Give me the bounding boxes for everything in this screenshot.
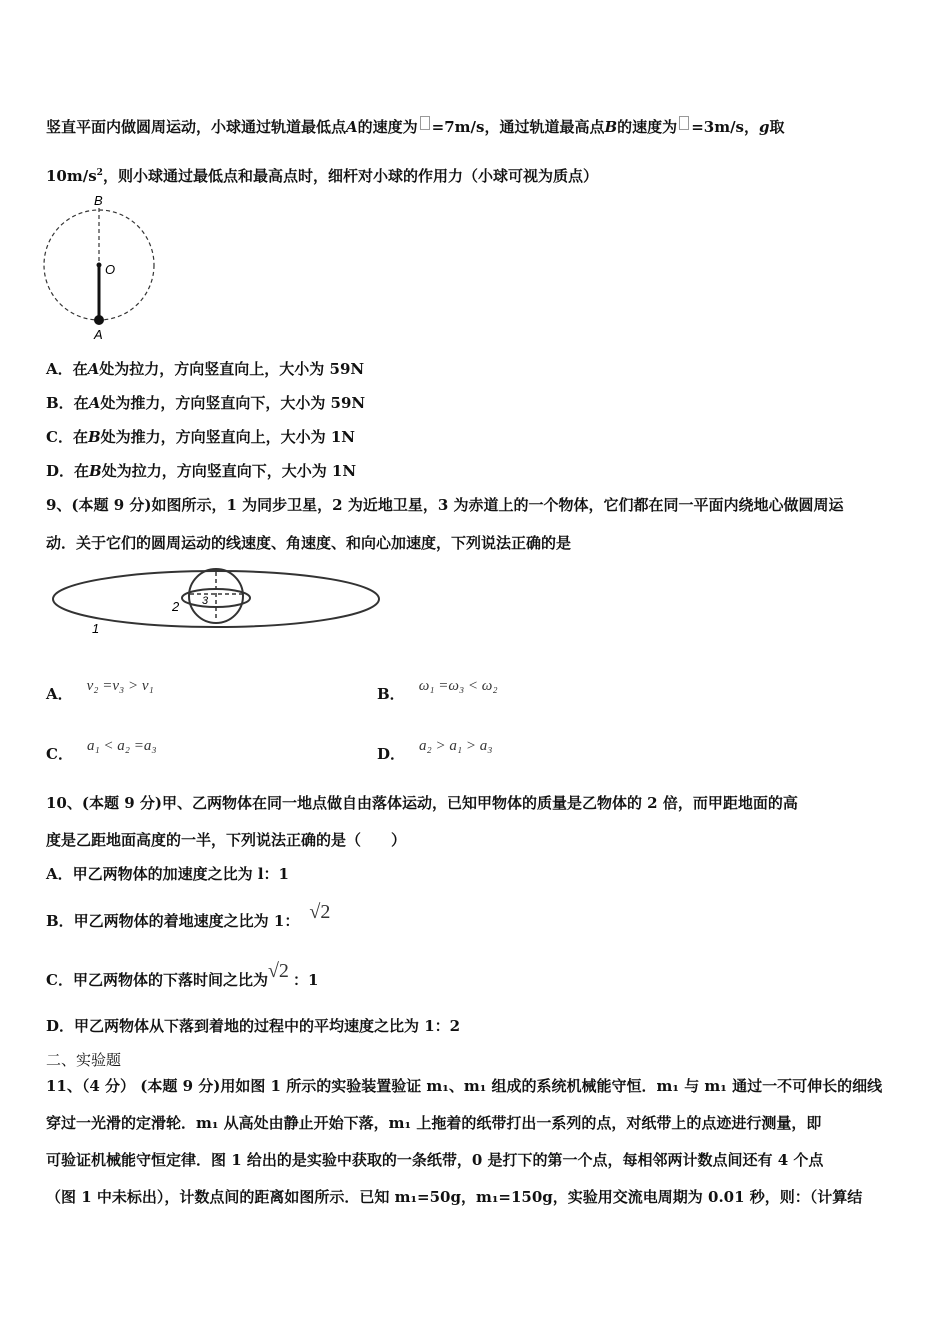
section-heading: 二、实验题	[46, 1051, 122, 1069]
q8-vb: =3m/s，	[691, 118, 759, 136]
option-point: B	[87, 428, 101, 446]
q9-line1: 9、(本题 9 分)如图所示，1 为同步卫星，2 为近地卫星，3 为赤道上的一个物体，它们都在同一平面内绕地心做圆周运	[46, 496, 844, 514]
q9-option-c[interactable]	[46, 738, 157, 764]
near-earth-orbit	[182, 589, 250, 607]
q8-option-a[interactable]	[46, 358, 364, 379]
option-expr: a₂ > a₁ > a₃	[419, 738, 493, 754]
q8-line1	[46, 116, 785, 137]
q10-option-b[interactable]	[46, 901, 331, 932]
option-key: A．	[46, 685, 73, 703]
q8-option-c[interactable]	[46, 426, 355, 447]
option-key: B．在	[46, 394, 89, 412]
q8-g: g	[759, 118, 770, 136]
label-1: 1	[92, 621, 100, 636]
option-key: C．	[46, 745, 73, 763]
option-point: B	[89, 462, 102, 480]
option-text: B．甲乙两物体的着地速度之比为 1：	[46, 912, 300, 930]
q8-point-b: B	[604, 118, 618, 136]
option-point: A	[87, 360, 100, 378]
option-key: C．在	[46, 428, 88, 446]
option-tail: ：1	[292, 971, 319, 989]
q8-point-a: A	[346, 118, 358, 136]
q8-option-d[interactable]	[46, 460, 356, 481]
q11-line4: （图 1 中未标出），计数点间的距离如图所示．已知 m₁=50g，m₁=150g，实验用交流电周期为 0.01 秒，则：（计算结	[46, 1188, 863, 1206]
option-point: A	[88, 394, 101, 412]
q8-take: 取	[769, 118, 785, 136]
label-o: O	[105, 262, 116, 277]
q8-va: =7m/s，通过轨道最高点	[431, 118, 605, 136]
option-key: A．在	[46, 360, 88, 378]
q10-line1: 10、(本题 9 分)甲、乙两物体在同一地点做自由落体运动，已知甲物体的质量是乙物体的 2 倍，而甲距地面的高	[46, 794, 798, 812]
q9-option-b[interactable]	[377, 678, 498, 704]
q9-line2: 动．关于它们的圆周运动的线速度、角速度、和向心加速度，下列说法正确的是	[46, 534, 572, 552]
option-expr: ω₁ =ω₃ < ω₂	[418, 678, 498, 694]
q10-line2: 度是乙距地面高度的一半，下列说法正确的是（ ）	[46, 831, 407, 849]
ball	[94, 315, 104, 325]
missing-glyph-icon	[420, 116, 430, 130]
q8-option-b[interactable]	[46, 392, 365, 413]
option-text: 处为推力，方向竖直向上，大小为 1N	[100, 428, 356, 446]
sqrt-two: √2	[267, 960, 289, 982]
option-expr: v₂ =v₃ > v₁	[86, 678, 154, 694]
q8-question: ，则小球通过最低点和最高点时，细杆对小球的作用力（小球可视为质点）	[102, 167, 598, 185]
option-text: C．甲乙两物体的下落时间之比为	[46, 971, 268, 989]
missing-glyph-icon	[679, 116, 689, 130]
q8-text-b: 的速度为	[357, 118, 418, 136]
q8-g-sup: 2	[96, 168, 103, 178]
q11-line3: 可验证机械能守恒定律．图 1 给出的是实验中获取的一条纸带，0 是打下的第一个点，每相邻两计数点间还有 4 个点	[46, 1151, 824, 1169]
label-a: A	[94, 327, 103, 340]
label-3: 3	[202, 595, 209, 607]
option-key: D．	[377, 745, 406, 763]
q10-option-a[interactable]: A．甲乙两物体的加速度之比为 l：1	[46, 865, 289, 883]
sqrt-two: √2	[309, 901, 331, 923]
label-b: B	[94, 193, 103, 208]
q8-text-c: 的速度为	[617, 118, 678, 136]
q10-option-d[interactable]: D．甲乙两物体从下落到着地的过程中的平均速度之比为 1：2	[46, 1017, 461, 1035]
q8-line2	[46, 165, 598, 186]
q8-text-a: 竖直平面内做圆周运动，小球通过轨道最低点	[46, 118, 347, 136]
option-key: B．	[377, 685, 405, 703]
option-text: 处为拉力，方向竖直向上，大小为 59N	[99, 360, 365, 378]
q9-option-a[interactable]	[46, 678, 154, 704]
option-expr: a₁ < a₂ =a₃	[86, 738, 157, 754]
q8-g-value: 10m/s	[46, 167, 97, 185]
circle-rod-figure	[40, 190, 170, 340]
q11-line1: 11、（4 分） (本题 9 分)用如图 1 所示的实验装置验证 m₁、m₁ 组成的系统机械能守恒．m₁ 与 m₁ 通过一不可伸长的细线	[46, 1077, 883, 1095]
q10-option-c[interactable]	[46, 960, 319, 991]
option-text: 处为拉力，方向竖直向下，大小为 1N	[101, 462, 357, 480]
option-text: 处为推力，方向竖直向下，大小为 59N	[100, 394, 366, 412]
orbit-figure	[48, 560, 388, 645]
option-key: D．在	[46, 462, 90, 480]
q11-line2: 穿过一光滑的定滑轮．m₁ 从高处由静止开始下落，m₁ 上拖着的纸带打出一系列的点，对纸带上的点迹进行测量，即	[46, 1114, 822, 1132]
center-point	[97, 263, 102, 268]
label-2: 2	[172, 599, 180, 614]
q9-option-d[interactable]	[377, 738, 493, 764]
